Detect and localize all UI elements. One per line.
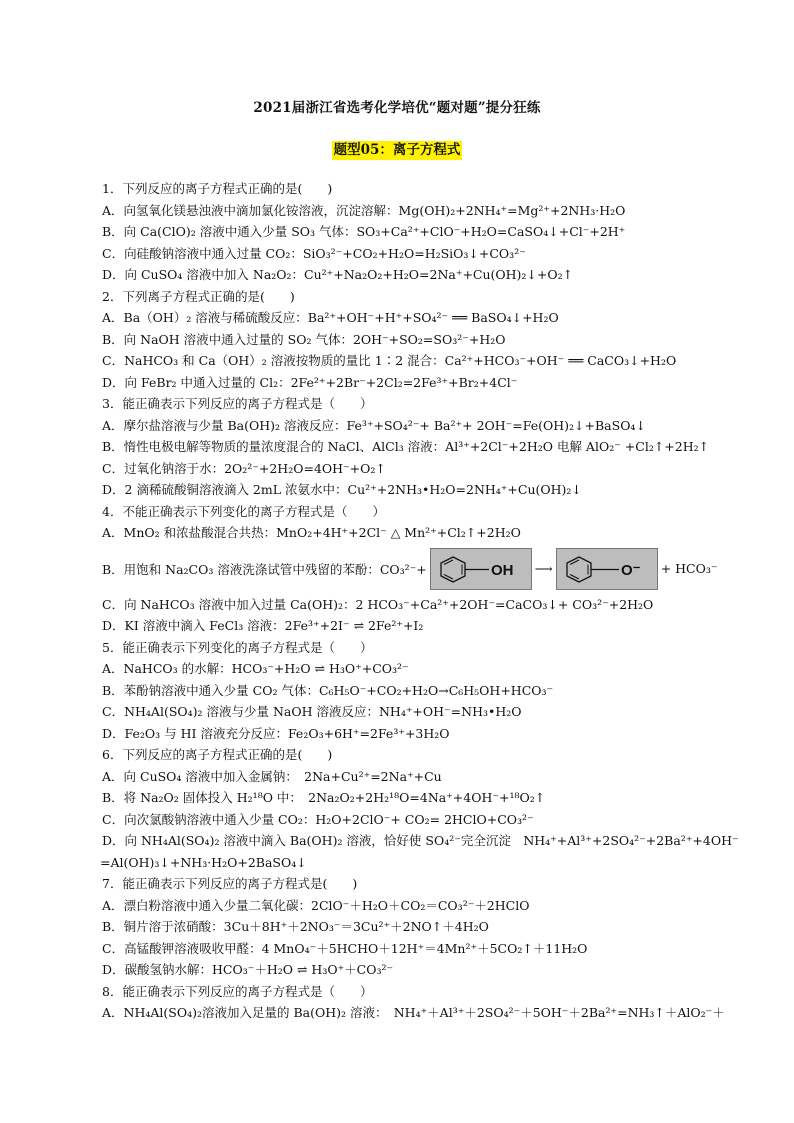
question-5-option-a: A．NaHCO₃ 的水解：HCO₃⁻+H₂O ⇌ H₃O⁺+CO₃²⁻ [102,661,409,676]
question-content [100,178,739,1024]
question-4-stem: 4．不能正确表示下列变化的离子方程式是（ ） [102,503,385,519]
question-2-option-d: D．向 FeBr₂ 中通入过量的 Cl₂：2Fe²⁺+2Br⁻+2Cl₂=2Fe³⁺+Br₂+4Cl⁻ [102,374,518,390]
section-subtitle: 题型05：离子方程式 [333,142,461,158]
question-5-stem: 5．能正确表示下列变化的离子方程式是（ ） [102,639,373,655]
question-5-option-c: C．NH₄Al(SO₄)₂ 溶液与少量 NaOH 溶液反应：NH₄⁺+OH⁻=NH₃•H₂O [102,704,522,719]
subtitle-container [0,139,794,160]
question-6-option-b: B．将 Na₂O₂ 固体投入 H₂¹⁸O 中： 2Na₂O₂+2H₂¹⁸O=4Na⁺+4OH⁻+¹⁸O₂↑ [102,790,546,805]
question-8-option-a: A．NH₄Al(SO₄)₂溶液加入足量的 Ba(OH)₂ 溶液： NH₄⁺＋Al³⁺＋2SO₄²⁻＋5OH⁻＋2Ba²⁺=NH₃↑＋AlO₂⁻＋ [102,1005,725,1020]
question-5-option-b: B．苯酚钠溶液中通入少量 CO₂ 气体：C₆H₅O⁻+CO₂+H₂O→C₆H₅OH+HCO₃⁻ [102,682,554,698]
question-4-option-d: D．KI 溶液中滴入 FeCl₃ 溶液：2Fe³⁺+2I⁻ ⇌ 2Fe²⁺+I₂ [102,618,424,633]
question-1-option-c: C．向硅酸钠溶液中通入过量 CO₂：SiO₃²⁻+CO₂+H₂O=H₂SiO₃↓+CO₃²⁻ [102,245,526,261]
question-4-option-a: A．MnO₂ 和浓盐酸混合共热：MnO₂+4H⁺+2Cl⁻ △ Mn²⁺+Cl₂↑+2H₂O [102,525,521,540]
question-3-option-b: B．惰性电极电解等物质的量浓度混合的 NaCl、AlCl₃ 溶液：Al³⁺+2Cl⁻+2H₂O 电解 AlO₂⁻ +Cl₂↑+2H₂↑ [102,439,710,454]
question-6-option-d: D．向 NH₄Al(SO₄)₂ 溶液中滴入 Ba(OH)₂ 溶液，恰好使 SO₄²⁻完全沉淀 NH₄⁺+Al³⁺+2SO₄²⁻+2Ba²⁺+4OH⁻ [102,833,739,848]
phenol-structure-image [430,548,532,590]
question-3-stem: 3．能正确表示下列反应的离子方程式是（ ） [102,396,373,411]
question-7-option-d: D．碳酸氢钠水解：HCO₃⁻＋H₂O ⇌ H₃O⁺＋CO₃²⁻ [102,962,394,977]
question-3-option-a: A．摩尔盐溶液与少量 Ba(OH)₂ 溶液反应：Fe³⁺+SO₄²⁻+ Ba²⁺+ 2OH⁻=Fe(OH)₂↓+BaSO₄↓ [102,417,646,433]
question-7-option-b: B．铜片溶于浓硝酸：3Cu＋8H⁺＋2NO₃⁻＝3Cu²⁺＋2NO↑＋4H₂O [102,919,489,934]
reaction-arrow: ⟶ [534,561,553,576]
page-title: 2021届浙江省选考化学培优“题对题”提分狂练 [253,100,541,116]
phenol-oh-label: OH [490,561,514,579]
phenoxide-structure-image [556,548,658,590]
question-4-option-c: C．向 NaHCO₃ 溶液中加入过量 Ca(OH)₂：2 HCO₃⁻+Ca²⁺+2OH⁻=CaCO₃↓+ CO₃²⁻+2H₂O [102,596,654,612]
option-b-prefix: B．用饱和 Na₂CO₃ 溶液洗涤试管中残留的苯酚：CO₃²⁻+ [102,561,427,577]
question-1-option-d: D．向 CuSO₄ 溶液中加入 Na₂O₂：Cu²⁺+Na₂O₂+H₂O=2Na⁺+Cu(OH)₂↓+O₂↑ [102,267,574,282]
question-7-stem: 7．能正确表示下列反应的离子方程式是( ) [102,876,358,891]
question-3-option-d: D．2 滴稀硫酸铜溶液滴入 2mL 浓氨水中：Cu²⁺+2NH₃•H₂O=2NH₄⁺+Cu(OH)₂↓ [102,482,582,497]
question-2-option-a: A．Ba（OH）₂ 溶液与稀硫酸反应：Ba²⁺+OH⁻+H⁺+SO₄²⁻ ══ BaSO₄↓+H₂O [102,310,559,325]
question-4-option-b [102,544,718,594]
option-b-suffix: + HCO₃⁻ [660,561,718,576]
question-6-option-c: C．向次氯酸钠溶液中通入少量 CO₂：H₂O+2ClO⁻+ CO₂= 2HClO+CO₃²⁻ [102,811,534,827]
question-1-option-b: B．向 Ca(ClO)₂ 溶液中通入少量 SO₃ 气体：SO₃+Ca²⁺+ClO⁻+H₂O=CaSO₄↓+Cl⁻+2H⁺ [102,224,626,239]
question-2-stem: 2．下列离子方程式正确的是( ) [102,288,295,304]
question-7-option-c: C．高锰酸钾溶液吸收甲醛：4 MnO₄⁻＋5HCHO＋12H⁺＝4Mn²⁺＋5CO₂↑＋11H₂O [102,940,588,956]
question-3-option-c: C．过氧化钠溶于水：2O₂²⁻+2H₂O=4OH⁻+O₂↑ [102,460,386,476]
question-6-option-a: A．向 CuSO₄ 溶液中加入金属钠： 2Na+Cu²⁺=2Na⁺+Cu [102,768,442,784]
question-2-option-b: B．向 NaOH 溶液中通入过量的 SO₂ 气体：2OH⁻+SO₂=SO₃²⁻+H₂O [102,331,506,347]
question-8-stem: 8．能正确表示下列反应的离子方程式是（ ） [102,983,373,999]
question-1-stem: 1．下列反应的离子方程式正确的是( ) [102,181,333,196]
question-6-stem: 6．下列反应的离子方程式正确的是( ) [102,747,333,762]
question-1-option-a: A．向氢氧化镁悬浊液中滴加氯化铵溶液，沉淀溶解：Mg(OH)₂+2NH₄⁺=Mg²⁺+2NH₃·H₂O [102,202,626,218]
question-5-option-d: D．Fe₂O₃ 与 HI 溶液充分反应：Fe₂O₃+6H⁺=2Fe³⁺+3H₂O [102,725,450,741]
question-7-option-a: A．漂白粉溶液中通入少量二氧化碳：2ClO⁻＋H₂O＋CO₂＝CO₃²⁻＋2HClO [102,897,530,913]
question-6-option-d-continued: =Al(OH)₃↓+NH₃·H₂O+2BaSO₄↓ [100,854,307,870]
phenoxide-o-label: O⁻ [620,561,641,579]
question-2-option-c: C．NaHCO₃ 和 Ca（OH）₂ 溶液按物质的量比 1∶2 混合：Ca²⁺+HCO₃⁻+OH⁻ ══ CaCO₃↓+H₂O [102,353,677,368]
